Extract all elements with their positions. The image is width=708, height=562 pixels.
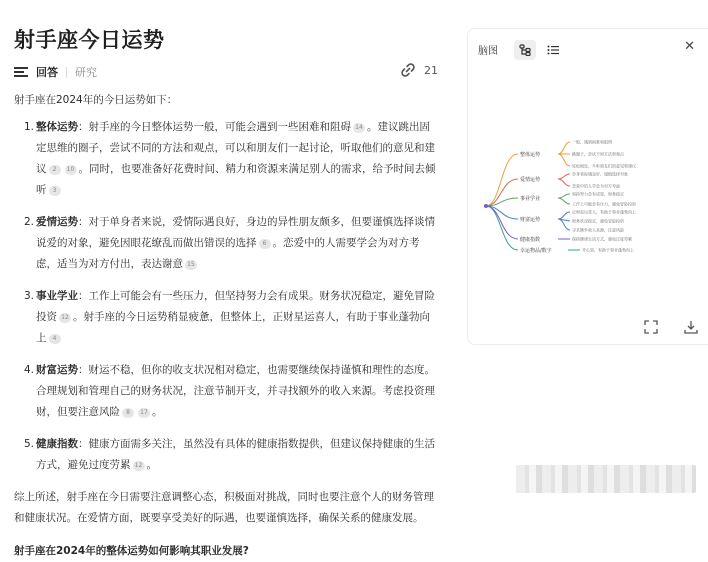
list-item: 5. 健康指数：健康方面需多关注，虽然没有具体的健康指数提供，但建议保持健康的生活方式，避免过度劳累 12 。	[14, 434, 438, 476]
citations-count: 21	[424, 63, 438, 77]
list-item	[14, 212, 438, 275]
mindmap-panel	[467, 28, 708, 345]
reference-badge[interactable]: 6	[259, 239, 271, 249]
item-text: 。建议跳出固定思维的圈子，尝试不同的方法和观点，可以和朋友们一起讨论，听取他们的意见和建议	[36, 121, 435, 175]
mindmap-leaf: 坚持努力会有成果，财务稳定	[572, 191, 624, 197]
item-label: 爱情运势	[36, 216, 78, 228]
reference-badge[interactable]: 10	[65, 165, 77, 175]
item-text: ：工作上可能会有一些压力，但坚持努力会有成果。财务状况稳定，避免冒险投资	[36, 290, 435, 323]
list-item	[14, 286, 438, 349]
answer-summary: 综上所述，射手座在今日需要注意调整心态，积极面对挑战，同时也要注意个人的财务管理和健康状况。在爱情方面，既要享受美好的际遇，也要谨慎选择，确保关系的健康发展。	[14, 491, 434, 524]
item-label: 事业学业	[36, 290, 78, 302]
item-text: ：健康方面需多关注，虽然没有具体的健康指数提供，但建议保持健康的生活方式，避免过度劳累	[36, 438, 435, 471]
list-item	[14, 117, 438, 201]
mindmap-leaf: 保持健康生活方式，避免过度劳累	[572, 236, 632, 242]
reference-badge[interactable]: 2	[49, 165, 61, 175]
list-number: 4.	[24, 364, 35, 376]
reference-badge[interactable]: 12	[133, 461, 145, 471]
mindmap-leaf: 单身者际遇良好，谨慎选择对象	[572, 171, 628, 177]
tab-answer[interactable]: 回答	[36, 66, 58, 79]
panel-toolbar	[478, 39, 560, 60]
item-text: ：对于单身者来说，爱情际遇良好，身边的异性朋友颇多，但要谨慎选择谈情说爱的对象，避免因眼花缭乱而做出错误的选择	[36, 216, 435, 249]
close-icon[interactable]: ✕	[684, 39, 695, 54]
list-number: 1.	[24, 121, 35, 133]
mindmap-leaf: 一般，遇到困难和阻碍	[572, 139, 612, 145]
mindmap-leaf: 轻松相处，多听朋友们的意见和建议	[572, 163, 636, 169]
tab-divider	[66, 67, 67, 78]
list-number: 3.	[24, 290, 35, 302]
item-text: 。射手座的今日运势稍显疲惫，但整体上，正财星运喜人，有助于事业蓬勃向上	[36, 311, 430, 344]
list-item: 4. 财富运势：财运不稳，但你的收支状况相对稳定，也需要继续保持谨慎和理性的态度。合理规划和管理自己的财务状况，注意节制开支，并寻找额外的收入来源。考虑投资理财，但要注意风险 8 17 。	[14, 360, 438, 423]
mindmap-leaf: 财务状况稳定，避免冒险投资	[572, 218, 624, 224]
mindmap-leaf: 正财星运喜人，有助于事业蓬勃向上	[572, 209, 636, 215]
reference-badge[interactable]: 15	[185, 260, 197, 270]
item-text: 。恋爱中的人需要学会为对方考虑，适当为对方付出，表达谢意	[36, 237, 420, 270]
download-button[interactable]	[684, 319, 698, 338]
mindmap-leaf: 开心果，有助于事业蓬勃向上	[582, 247, 634, 253]
reference-badge[interactable]: 14	[353, 123, 365, 133]
blurred-watermark	[516, 465, 696, 493]
mindmap-mode-button[interactable]: 脑图	[478, 46, 498, 57]
answer-intro: 射手座在2024年的今日运势如下：	[14, 94, 178, 106]
list-number: 5.	[24, 438, 35, 450]
mindmap-branch: 健康指数	[520, 237, 541, 243]
item-label: 整体运势	[36, 121, 78, 133]
mindmap-leaf: 寻求额外收入来源，注意风险	[572, 227, 624, 233]
page-title: 射手座今日运势	[14, 28, 165, 52]
related-question[interactable]: 射手座在2024年的整体运势如何影响其职业发展?	[14, 545, 249, 557]
mindmap-leaf: 工作上可能会有压力，避免冒险投资	[572, 201, 636, 207]
outline-view-button[interactable]	[546, 43, 560, 57]
reference-badge[interactable]: 17	[138, 408, 150, 418]
list-number: 2.	[24, 216, 35, 228]
tree-icon	[519, 44, 531, 56]
reference-badge[interactable]: 8	[122, 408, 134, 418]
item-text: ：财运不稳，但你的收支状况相对稳定，也需要继续保持谨慎和理性的态度。合理规划和管理自己的财务状况，注意节制开支，并寻找额外的收入来源。考虑投资理财，但要注意风险	[36, 364, 435, 418]
reference-badge[interactable]: 12	[59, 313, 71, 323]
mindmap-diagram	[476, 134, 701, 294]
mindmap-branch: 整体运势	[520, 152, 541, 158]
item-text: 。同时，也要准备好花费时间、精力和资源来满足别人的需求，给予时间去倾听	[36, 163, 436, 196]
fullscreen-button[interactable]	[644, 319, 658, 338]
tab-research[interactable]: 研究	[75, 66, 97, 79]
mindmap-leaf: 跳圈子，尝试不同方法和观点	[572, 151, 624, 157]
answer-lines-icon	[14, 67, 28, 77]
reference-badge[interactable]: 4	[49, 334, 61, 344]
mindmap-branch: 财富运势	[520, 217, 541, 223]
item-label: 健康指数	[36, 438, 78, 450]
fullscreen-icon	[644, 320, 658, 334]
view-tabs	[14, 64, 97, 80]
answer-article	[14, 90, 438, 562]
link-icon	[400, 62, 416, 78]
fortune-list	[14, 117, 438, 476]
citations-button[interactable]	[400, 62, 438, 78]
reference-badge[interactable]: 3	[49, 186, 61, 196]
mindmap-leaf: 恋爱中的人学会为对方考虑	[572, 183, 620, 189]
item-label: 财富运势	[36, 364, 78, 376]
mindmap-branch: 事业学业	[520, 196, 541, 202]
list-icon	[547, 44, 559, 56]
mindmap-branch: 幸运物品/数字	[520, 248, 552, 254]
mindmap-branch: 爱情运势	[520, 177, 541, 183]
tree-view-button[interactable]	[514, 40, 536, 60]
download-icon	[684, 320, 698, 334]
item-text: ：射手座的今日整体运势一般，可能会遇到一些困难和阻碍	[78, 121, 351, 133]
panel-actions	[644, 319, 708, 338]
